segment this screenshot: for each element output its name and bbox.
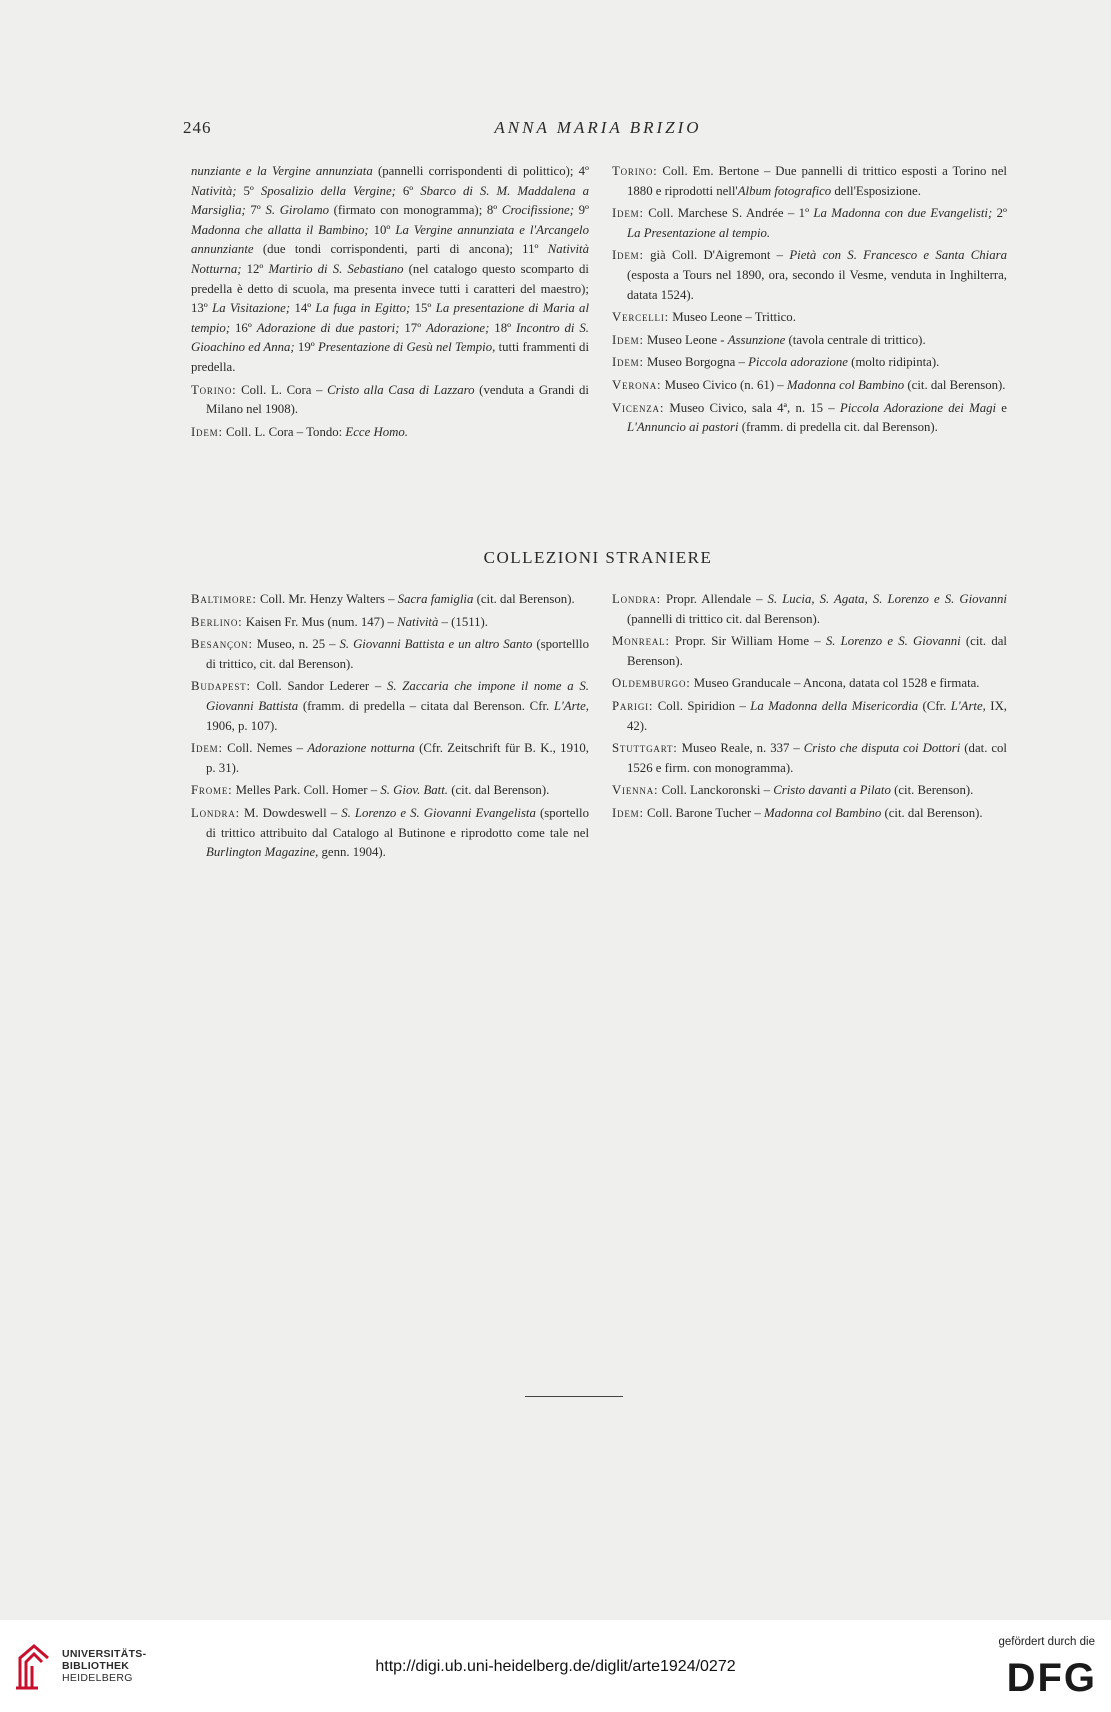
entry-text: Museo Reale, n. 337 – <box>677 741 804 756</box>
entry-text: (Cfr. <box>918 698 951 713</box>
artwork-title: L'Arte, <box>950 698 986 713</box>
entry-text: tutti frammenti di predella. <box>191 340 589 374</box>
entry-place: Verona: <box>612 377 662 392</box>
library-name-line: UNIVERSITÄTS- <box>62 1648 147 1660</box>
dfg-logo: DFG <box>1006 1656 1097 1700</box>
entry-place: Parigi: <box>612 698 654 713</box>
entry-text: Museo Leone - <box>643 332 728 347</box>
catalog-entry <box>612 204 1007 243</box>
entry-place: Budapest: <box>191 679 251 694</box>
entry-place: Monreal: <box>612 634 670 649</box>
catalog-entry <box>191 635 589 674</box>
catalog-entry <box>612 804 1007 824</box>
entry-text: 6º <box>395 183 421 198</box>
entry-text: Museo Granducale – Ancona, datata col 1528 e firmata. <box>690 676 980 691</box>
entry-text: 12º <box>241 261 269 276</box>
entry-text: e <box>996 400 1007 415</box>
entry-text: 1906, p. 107). <box>206 718 278 733</box>
entry-text: 5º <box>243 183 261 198</box>
entry-place: Baltimore: <box>191 592 257 606</box>
artwork-title: S. Lucia, S. Agata, S. Lorenzo e S. Giovanni <box>767 592 1007 606</box>
artwork-title: Burlington Magazine, <box>206 845 319 860</box>
entry-text: (pannelli corrispondenti di polittico); 4º <box>372 164 589 178</box>
artwork-title: Crocifissione; <box>501 203 574 218</box>
artwork-title: S. Lorenzo e S. Giovanni Evangelista <box>341 805 536 820</box>
entry-text: (cit. dal Berenson). <box>473 592 575 606</box>
entry-text: 16º <box>230 320 257 335</box>
entry-place: Torino: <box>612 164 658 178</box>
artwork-title: Natività Notturna; <box>191 242 589 276</box>
entry-text: Melles Park. Coll. Homer – <box>232 783 381 798</box>
library-name-line: BIBLIOTHEK <box>62 1660 130 1672</box>
artwork-title: Adorazione notturna <box>307 741 415 756</box>
entry-place: Idem: <box>191 741 223 756</box>
entry-text: Coll. L. Cora – <box>236 382 328 397</box>
artwork-title: Incontro di S. Gioachino ed Anna; <box>191 320 590 355</box>
catalog-entry <box>612 376 1007 396</box>
artwork-title: Cristo che disputa coi Dottori <box>803 741 961 756</box>
artwork-title: S. Giov. Batt. <box>380 783 448 798</box>
entry-text: (sportelllo di trittico, cit. dal Berenson). <box>206 637 589 671</box>
catalog-entry <box>191 423 589 443</box>
catalog-entry <box>191 162 589 378</box>
entry-text: Propr. Sir William Home – <box>669 634 826 649</box>
artwork-title: Madonna che allatta il Bambino; <box>191 222 369 237</box>
artwork-title: La Visitazione; <box>212 301 291 316</box>
entry-text: (nel catalogo questo scomparto di predella è detto di scuola, ma presenta invece tutti i caratteri del maestro); 13º <box>191 261 589 316</box>
entry-place: Frome: <box>191 783 233 798</box>
entry-text: Coll. Mr. Henzy Walters – <box>256 592 398 606</box>
entry-place: Torino: <box>191 382 237 397</box>
entry-text: genn. 1904). <box>318 845 386 860</box>
entry-place: Vicenza: <box>612 400 665 415</box>
entry-text: Museo Borgogna – <box>643 355 749 370</box>
entry-place: Londra: <box>612 592 661 606</box>
catalog-entry <box>612 308 1007 328</box>
entry-place: Idem: <box>612 355 644 370</box>
artwork-title: L'Annuncio ai pastori <box>627 420 739 435</box>
entry-text: Coll. Em. Bertone – Due pannelli di trittico esposti a Torino nel 1880 e riprodotti nell' <box>627 164 1007 198</box>
entry-text: (due tondi corrispondenti, parti di ancona); 11º <box>253 242 548 257</box>
entry-text: 10º <box>368 222 396 237</box>
catalog-entry <box>612 781 1007 801</box>
artwork-title: Album fotografico <box>737 183 832 198</box>
artwork-title: Natività; <box>191 183 244 198</box>
entry-text: (venduta a Grandi di Milano nel 1908). <box>206 382 589 417</box>
entry-text: Coll. Barone Tucher – <box>643 805 764 820</box>
permalink-url[interactable]: http://digi.ub.uni-heidelberg.de/diglit/arte1924/0272 <box>375 1658 736 1675</box>
catalog-entry <box>612 590 1007 629</box>
catalog-entry <box>612 674 1007 694</box>
entry-text: (firmato con monogramma); 8º <box>328 203 502 218</box>
entry-text: Kaisen Fr. Mus (num. 147) – <box>242 614 398 629</box>
entry-text: – (1511). <box>438 614 488 629</box>
catalog-entry <box>612 399 1007 438</box>
entry-text: 19º <box>294 340 318 355</box>
entry-text: (esposta a Tours nel 1890, ora, secondo il Vesme, venduta in Inghilterra, datata 1524). <box>627 267 1007 302</box>
catalog-entry <box>191 381 589 420</box>
entry-place: Idem: <box>612 805 644 820</box>
catalog-entry <box>191 781 589 801</box>
entry-place: Vienna: <box>612 783 659 798</box>
entry-text: (tavola centrale di trittico). <box>785 332 926 347</box>
entry-text: Coll. Marchese S. Andrée – 1º <box>643 206 814 221</box>
entry-text: Museo Civico, sala 4ª, n. 15 – <box>664 400 840 415</box>
left-column-foreign <box>191 590 589 866</box>
artwork-title: La Vergine annunziata e l'Arcangelo annunziante <box>191 222 589 257</box>
artwork-title: La Madonna della Misericordia <box>750 698 919 713</box>
artwork-title: Madonna col Bambino <box>786 377 905 392</box>
entry-place: Besançon: <box>191 637 253 652</box>
artwork-title: S. Giovanni Battista e un altro Santo <box>339 637 533 652</box>
catalog-entry <box>612 162 1007 201</box>
entry-text: (dat. col 1526 e firm. con monogramma). <box>627 741 1007 775</box>
end-rule <box>525 1396 623 1397</box>
entry-place: Berlino: <box>191 614 243 629</box>
entry-place: Idem: <box>191 424 223 439</box>
artwork-title: Adorazione di due pastori; <box>256 320 400 335</box>
catalog-entry <box>612 697 1007 736</box>
entry-text: (cit. dal Berenson). <box>448 783 550 798</box>
right-column-italian <box>612 162 1007 441</box>
artwork-title: Presentazione di Gesù nel Tempio, <box>317 340 496 355</box>
artwork-title: Madonna col Bambino <box>763 805 882 820</box>
artwork-title: Cristo davanti a Pilato <box>773 783 891 798</box>
artwork-title: Piccola adorazione <box>748 355 848 370</box>
entry-text: M. Dowdeswell – <box>239 805 342 820</box>
entry-text: (pannelli di trittico cit. dal Berenson). <box>627 611 820 626</box>
artwork-title: La Presentazione al tempio. <box>627 225 771 240</box>
entry-place: Stuttgart: <box>612 741 678 756</box>
entry-text: (sportello di trittico attribuito dal Catalogo al Butinone e riprodotto come tale nel <box>206 805 589 840</box>
catalog-entry <box>191 613 589 633</box>
artwork-title: Ecce Homo. <box>345 424 408 439</box>
entry-text: (cit. dal Berenson). <box>904 377 1006 392</box>
artwork-title: Sposalizio della Vergine; <box>260 183 396 198</box>
entry-text: Museo Leone – Trittico. <box>669 310 796 325</box>
catalog-entry <box>612 246 1007 305</box>
entry-text: Coll. Sandor Lederer – <box>250 679 387 694</box>
entry-text: (molto ridipinta). <box>847 355 940 370</box>
entry-text: 9º <box>573 203 589 218</box>
artwork-title: La presentazione di Maria al tempio; <box>191 301 590 335</box>
artwork-title: L'Arte, <box>553 698 589 713</box>
catalog-entry <box>191 677 589 736</box>
artwork-title: La Madonna con due Evangelisti; <box>813 206 993 221</box>
catalog-entry <box>612 331 1007 351</box>
left-column-italian <box>191 162 589 445</box>
entry-text: Coll. Lanckoronski – <box>658 783 774 798</box>
entry-place: Idem: <box>612 248 644 263</box>
entry-text: Museo Civico (n. 61) – <box>661 377 787 392</box>
artwork-title: S. Girolamo <box>265 203 329 218</box>
entry-text: (cit. dal Berenson). <box>627 634 1007 668</box>
catalog-entry <box>191 590 589 610</box>
right-column-foreign <box>612 590 1007 827</box>
entry-text: IX, 42). <box>627 698 1008 733</box>
entry-text: Museo, n. 25 – <box>252 637 340 652</box>
entry-place: Idem: <box>612 206 644 221</box>
artwork-title: Sacra famiglia <box>397 592 474 606</box>
entry-text: (cit. dal Berenson). <box>881 805 983 820</box>
artwork-title: La fuga in Egitto; <box>315 301 411 316</box>
entry-place: Londra: <box>191 805 240 820</box>
entry-text: (framm. di predella – citata dal Berenson. Cfr. <box>298 698 554 713</box>
entry-text: (cit. Berenson). <box>890 783 974 798</box>
digitization-footer <box>0 1620 1111 1712</box>
running-head <box>183 118 1013 148</box>
section-heading: COLLEZIONI STRANIERE <box>483 548 713 567</box>
catalog-entry <box>612 353 1007 373</box>
entry-text: Coll. Spiridion – <box>653 698 751 713</box>
library-name-line: HEIDELBERG <box>62 1672 133 1684</box>
entry-text: 14º <box>290 301 316 316</box>
artwork-title: Martirio di S. Sebastiano <box>268 261 404 276</box>
artwork-title: Cristo alla Casa di Lazzaro <box>327 382 475 397</box>
page-number: 246 <box>183 118 212 137</box>
catalog-entry <box>612 632 1007 671</box>
catalog-entry <box>612 739 1007 778</box>
catalog-entry <box>191 739 589 778</box>
artwork-title: Sbarco di S. M. Maddalena a Marsiglia; <box>191 183 589 218</box>
entry-text: (framm. di predella cit. dal Berenson). <box>738 420 938 435</box>
artwork-title: Pietà con S. Francesco e Santa Chiara <box>789 248 1007 263</box>
entry-text: 17º <box>399 320 427 335</box>
entry-text: (Cfr. Zeitschrift für B. K., 1910, p. 31). <box>206 741 589 775</box>
entry-text: 15º <box>410 301 436 316</box>
entry-text: 2º <box>992 206 1007 221</box>
entry-text: dell'Esposizione. <box>831 183 921 198</box>
artwork-title: S. Lorenzo e S. Giovanni <box>825 634 961 649</box>
artwork-title: Piccola Adorazione dei Magi <box>839 400 997 415</box>
running-title: ANNA MARIA BRIZIO <box>494 118 702 137</box>
funding-caption: gefördert durch die <box>998 1636 1095 1648</box>
entry-place: Oldemburgo: <box>612 676 691 691</box>
entry-place: Vercelli: <box>612 310 669 325</box>
catalog-entry <box>191 804 589 863</box>
artwork-title: nunziante e la Vergine annunziata <box>191 164 373 178</box>
entry-place: Idem: <box>612 332 644 347</box>
entry-text: già Coll. D'Aigremont – <box>643 248 790 263</box>
artwork-title: Adorazione; <box>426 320 490 335</box>
entry-text: Coll. L. Cora – Tondo: <box>222 424 346 439</box>
artwork-title: Assunzione <box>727 332 786 347</box>
entry-text: Propr. Allendale – <box>660 592 768 606</box>
entry-text: 7º <box>245 203 266 218</box>
entry-text: Coll. Nemes – <box>222 741 308 756</box>
artwork-title: Natività <box>397 614 439 629</box>
entry-text: 18º <box>489 320 516 335</box>
artwork-title: S. Zaccaria che impone il nome a S. Giovanni Battista <box>206 679 589 713</box>
